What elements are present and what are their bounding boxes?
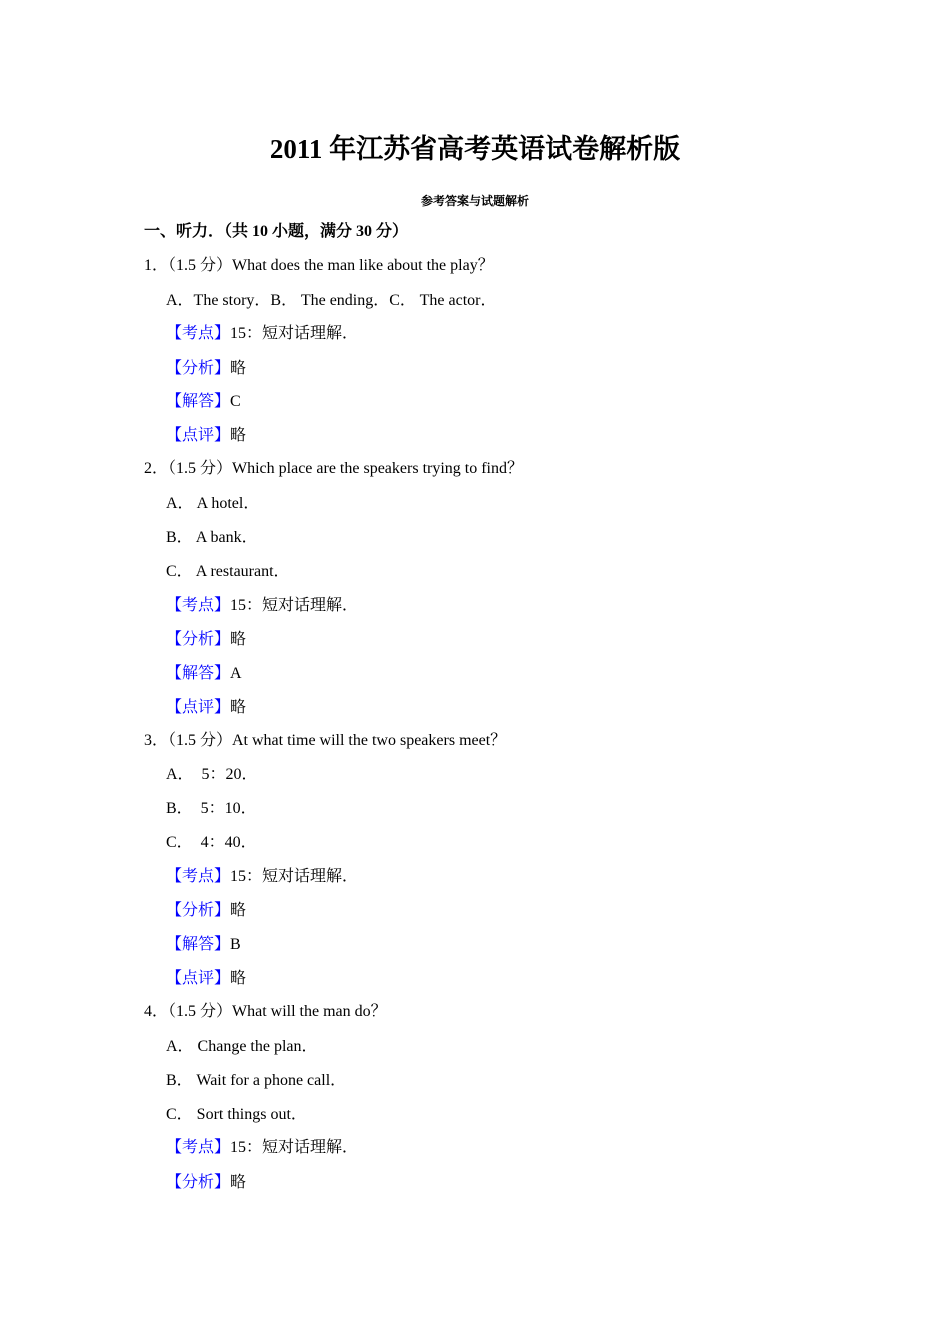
question-1-options: A．The story．B． The ending．C． The actor． [166,292,497,309]
question-1-stem: 1．（1.5 分）What does the man like about the play？ [144,257,494,274]
kaodian-value: 15：短对话理解． [230,868,359,885]
kaodian-label: 【考点】 [166,325,231,342]
jieda-value: A [230,665,242,682]
fenxi-value: 略 [230,1174,247,1191]
question-3-option-a: A． 5：20． [166,766,258,783]
fenxi-value: 略 [230,360,247,377]
dianping-value: 略 [230,699,247,716]
question-3-dianping [166,969,246,989]
question-2-jieda [166,664,242,684]
question-2-option-a: A． A hotel． [166,495,260,512]
kaodian-value: 15：短对话理解． [230,325,359,342]
dianping-value: 略 [230,970,247,987]
kaodian-label: 【考点】 [166,597,231,614]
dianping-label: 【点评】 [166,699,231,716]
fenxi-value: 略 [230,631,247,648]
question-3-option-c: C． 4：40． [166,834,257,851]
fenxi-value: 略 [230,902,247,919]
question-2-option-c: C． A restaurant． [166,563,290,580]
question-1-fenxi [166,359,246,379]
kaodian-value: 15：短对话理解． [230,1139,359,1156]
question-1-jieda [166,392,241,412]
question-4-option-c: C． Sort things out． [166,1106,307,1123]
fenxi-label: 【分析】 [166,1174,231,1191]
question-3-fenxi [166,901,246,921]
question-4-kaodian [166,1138,358,1158]
fenxi-label: 【分析】 [166,360,231,377]
question-3-option-b: B． 5：10． [166,800,257,817]
question-2-option-b: B． A bank． [166,529,258,546]
question-2-dianping [166,698,246,718]
question-3-jieda [166,935,241,955]
dianping-label: 【点评】 [166,427,231,444]
section-heading: 一、听力．（共 10 小题，满分 30 分） [144,223,409,240]
question-4-stem: 4．（1.5 分）What will the man do？ [144,1003,387,1020]
fenxi-label: 【分析】 [166,631,231,648]
dianping-label: 【点评】 [166,970,231,987]
question-4-option-b: B． Wait for a phone call． [166,1072,347,1089]
question-2-fenxi [166,630,246,650]
question-1-dianping [166,426,246,446]
jieda-label: 【解答】 [166,665,231,682]
jieda-label: 【解答】 [166,393,231,410]
question-4-option-a: A． Change the plan． [166,1038,318,1055]
dianping-value: 略 [230,427,247,444]
jieda-value: B [230,936,241,953]
question-3-stem: 3．（1.5 分）At what time will the two speakers meet？ [144,732,507,749]
document-subtitle: 参考答案与试题解析 [420,194,529,208]
kaodian-value: 15：短对话理解． [230,597,359,614]
document-title: 2011 年江苏省高考英语试卷解析版 [269,134,681,164]
question-2-kaodian [166,596,358,616]
jieda-value: C [230,393,241,410]
fenxi-label: 【分析】 [166,902,231,919]
question-4-fenxi [166,1173,246,1193]
question-1-kaodian [166,324,358,344]
kaodian-label: 【考点】 [166,868,231,885]
question-3-kaodian [166,867,358,887]
kaodian-label: 【考点】 [166,1139,231,1156]
question-2-stem: 2．（1.5 分）Which place are the speakers trying to find？ [144,460,524,477]
jieda-label: 【解答】 [166,936,231,953]
